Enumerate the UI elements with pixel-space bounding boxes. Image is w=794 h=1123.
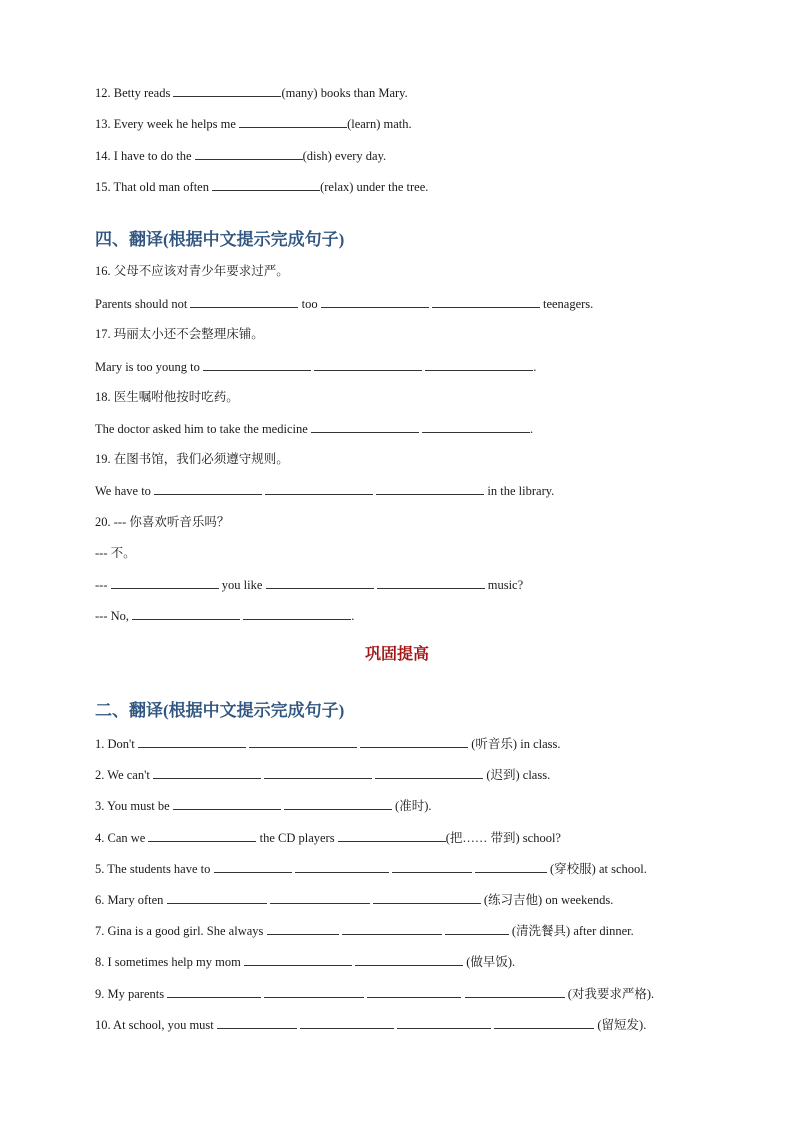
- answer-blank[interactable]: [373, 891, 481, 904]
- answer-blank[interactable]: [264, 766, 372, 779]
- sentence-a17: [95, 358, 536, 375]
- answer-blank[interactable]: [267, 922, 339, 935]
- sentence-text: in the library.: [484, 484, 555, 498]
- answer-blank[interactable]: [167, 891, 267, 904]
- sentence-t10: [95, 1016, 646, 1033]
- sentence-t8: [95, 953, 515, 970]
- answer-blank[interactable]: [355, 953, 463, 966]
- answer-blank[interactable]: [377, 576, 485, 589]
- answer-blank[interactable]: [465, 985, 565, 998]
- answer-blank[interactable]: [153, 766, 261, 779]
- sentence-s13: [95, 115, 412, 132]
- sentence-text: the CD players: [256, 831, 338, 845]
- sentence-text: 1. Don't: [95, 737, 138, 751]
- answer-blank[interactable]: [244, 953, 352, 966]
- sentence-a20b: [95, 607, 354, 624]
- sentence-a18: [95, 420, 533, 437]
- sentence-text: 13. Every week he helps me: [95, 117, 240, 131]
- sentence-text: 20. --- 你喜欢听音乐吗？: [95, 515, 230, 529]
- sentence-text: (把…… 带到) school?: [445, 831, 561, 845]
- answer-blank[interactable]: [342, 922, 442, 935]
- sentence-t4: [95, 829, 561, 846]
- sentence-text: .: [533, 360, 537, 374]
- sentence-text: 6. Mary often: [95, 893, 167, 907]
- sentence-text: ---: [95, 578, 111, 592]
- sentence-text: (留短发).: [594, 1018, 647, 1032]
- sentence-s12: [95, 84, 408, 101]
- sentence-a16: [95, 295, 593, 312]
- answer-blank[interactable]: [148, 829, 256, 842]
- answer-blank[interactable]: [217, 1016, 297, 1029]
- sentence-text: you like: [218, 578, 266, 592]
- sentence-text: 19. 在图书馆，我们必须遵守规则。: [95, 452, 289, 466]
- sentence-q20b: [95, 545, 136, 561]
- sentence-q17: [95, 326, 264, 342]
- answer-blank[interactable]: [195, 147, 303, 160]
- sentence-text: 14. I have to do the: [95, 149, 195, 163]
- sentence-text: 9. My parents: [95, 987, 168, 1001]
- sentence-a20a: [95, 576, 523, 593]
- answer-blank[interactable]: [265, 482, 373, 495]
- sentence-text: We have to: [95, 484, 155, 498]
- answer-blank[interactable]: [212, 178, 320, 191]
- answer-blank[interactable]: [392, 860, 472, 873]
- sentence-text: 18. 医生嘱咐他按时吃药。: [95, 390, 239, 404]
- answer-blank[interactable]: [376, 482, 484, 495]
- sentence-text: (准时).: [391, 799, 432, 813]
- answer-blank[interactable]: [314, 358, 422, 371]
- answer-blank[interactable]: [422, 420, 530, 433]
- sentence-t7: [95, 922, 634, 939]
- sentence-t2: [95, 766, 550, 783]
- sentence-text: The doctor asked him to take the medicine: [95, 422, 311, 436]
- sentence-text: .: [351, 609, 355, 623]
- sentence-text: (many) books than Mary.: [281, 86, 408, 100]
- sentence-text: 3. You must be: [95, 799, 173, 813]
- answer-blank[interactable]: [425, 358, 533, 371]
- answer-blank[interactable]: [445, 922, 509, 935]
- sentence-t1: [95, 735, 561, 752]
- consolidation-title: 巩固提高: [364, 646, 429, 663]
- sentence-text: 17. 玛丽太小还不会整理床铺。: [95, 327, 264, 341]
- sentence-text: 2. We can't: [95, 768, 153, 782]
- sentence-q19: [95, 451, 289, 467]
- sentence-text: (练习吉他) on weekends.: [480, 893, 614, 907]
- sentence-text: (做早饭).: [463, 955, 516, 969]
- sentence-text: Mary is too young to: [95, 360, 203, 374]
- answer-blank[interactable]: [432, 295, 540, 308]
- answer-blank[interactable]: [360, 735, 468, 748]
- sentence-text: --- No,: [95, 609, 133, 623]
- answer-blank[interactable]: [300, 1016, 394, 1029]
- sentence-text: 12. Betty reads: [95, 86, 174, 100]
- answer-blank[interactable]: [338, 829, 446, 842]
- answer-blank[interactable]: [311, 420, 419, 433]
- answer-blank[interactable]: [375, 766, 483, 779]
- answer-blank[interactable]: [494, 1016, 594, 1029]
- sentence-text: 10. At school, you must: [95, 1018, 217, 1032]
- sentence-s15: [95, 178, 428, 195]
- answer-blank[interactable]: [243, 607, 351, 620]
- sentence-text: 15. That old man often: [95, 180, 213, 194]
- answer-blank[interactable]: [295, 860, 389, 873]
- sentence-q20a: [95, 514, 229, 530]
- sentence-text: (穿校服) at school.: [546, 862, 647, 876]
- answer-blank[interactable]: [321, 295, 429, 308]
- sentence-text: (对我要求严格).: [564, 987, 655, 1001]
- sentence-text: (迟到) class.: [483, 768, 551, 782]
- answer-blank[interactable]: [266, 576, 374, 589]
- answer-blank[interactable]: [138, 735, 246, 748]
- answer-blank[interactable]: [190, 295, 298, 308]
- sentence-q16: [95, 263, 289, 279]
- section-heading-translation-4: 四、翻译(根据中文提示完成句子): [95, 230, 345, 249]
- sentence-text: (清洗餐具) after dinner.: [508, 924, 634, 938]
- sentence-text: 7. Gina is a good girl. She always: [95, 924, 267, 938]
- sentence-text: 8. I sometimes help my mom: [95, 955, 244, 969]
- answer-blank[interactable]: [111, 576, 219, 589]
- answer-blank[interactable]: [203, 358, 311, 371]
- sentence-t6: [95, 891, 613, 908]
- sentence-text: too: [298, 297, 321, 311]
- answer-blank[interactable]: [367, 985, 461, 998]
- answer-blank[interactable]: [249, 735, 357, 748]
- answer-blank[interactable]: [475, 860, 547, 873]
- sentence-text: 16. 父母不应该对青少年要求过严。: [95, 264, 289, 278]
- answer-blank[interactable]: [154, 482, 262, 495]
- answer-blank[interactable]: [284, 797, 392, 810]
- sentence-text: .: [530, 422, 534, 436]
- section-heading-translation-2: 二、翻译(根据中文提示完成句子): [95, 701, 345, 720]
- answer-blank[interactable]: [397, 1016, 491, 1029]
- sentence-s14: [95, 147, 386, 164]
- sentence-text: 4. Can we: [95, 831, 149, 845]
- answer-blank[interactable]: [264, 985, 364, 998]
- sentence-text: teenagers.: [539, 297, 594, 311]
- answer-blank[interactable]: [132, 607, 240, 620]
- sentence-text: --- 不。: [95, 546, 136, 560]
- sentence-text: (relax) under the tree.: [320, 180, 429, 194]
- sentence-text: (听音乐) in class.: [468, 737, 561, 751]
- sentence-text: 5. The students have to: [95, 862, 214, 876]
- answer-blank[interactable]: [173, 84, 281, 97]
- sentence-t3: [95, 797, 432, 814]
- answer-blank[interactable]: [173, 797, 281, 810]
- sentence-t5: [95, 860, 647, 877]
- answer-blank[interactable]: [214, 860, 292, 873]
- answer-blank[interactable]: [270, 891, 370, 904]
- answer-blank[interactable]: [167, 985, 261, 998]
- answer-blank[interactable]: [239, 115, 347, 128]
- sentence-text: (dish) every day.: [302, 149, 387, 163]
- sentence-text: Parents should not: [95, 297, 191, 311]
- sentence-t9: [95, 985, 654, 1002]
- sentence-a19: [95, 482, 554, 499]
- sentence-text: (learn) math.: [347, 117, 412, 131]
- sentence-text: music?: [484, 578, 524, 592]
- sentence-q18: [95, 389, 239, 405]
